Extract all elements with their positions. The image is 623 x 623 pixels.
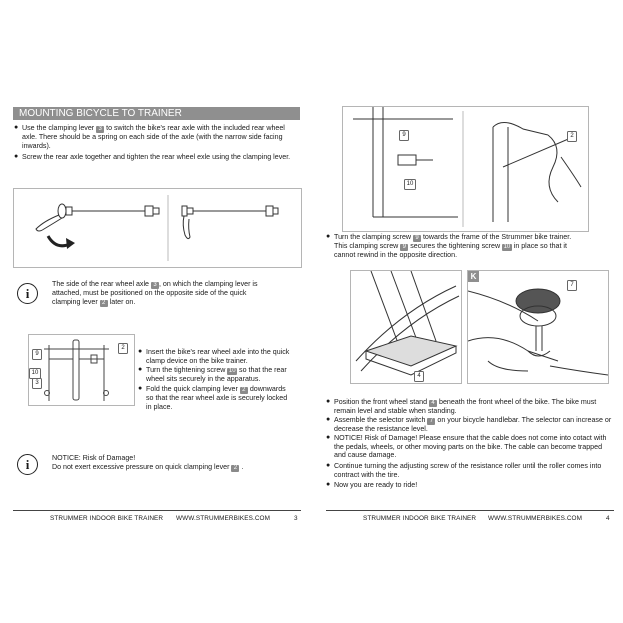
bullet-icon: ●	[326, 434, 331, 441]
bullet-text: Fold the quick clamping lever 2 downwards so that the rear wheel axle is securely locked in place.	[146, 385, 288, 411]
axle-figure	[13, 188, 302, 268]
clamping-screw-text: Turn the clamping screw 9 towards the frame of the Strummer bike trainer. This clamping screw 9 secures the tightening screw 10 in place so that it cannot rewind in the opposite direction.	[334, 233, 572, 259]
bullet-text: Screw the rear axle together and tighten the rear wheel exle using the clamping lever.	[22, 153, 291, 161]
info-note-axle: The side of the rear wheel axle 3 , on which the clamping lever is attached, must be positioned on the opposite side of the quick clamping lever 2 later on.	[52, 280, 258, 306]
bullet-icon: ●	[326, 481, 331, 488]
info-note-damage: NOTICE: Risk of Damage! Do not exert excessive pressure on quick clamping lever 2 .	[52, 454, 244, 471]
callout-3: 3	[32, 378, 42, 389]
bullet-text: Insert the bike's rear wheel axle into the quick clamp device on the bike trainer.	[146, 348, 290, 365]
bullet-icon: ●	[326, 416, 331, 423]
callout-2: 2	[118, 343, 128, 354]
wheel-stand-figure	[350, 270, 462, 384]
section-header: MOUNTING BICYCLE TO TRAINER	[13, 107, 300, 120]
selector-switch-figure	[467, 270, 609, 384]
bullet-text: Assemble the selector switch 7 on your bicycle handlebar. The selector can increase or decrease the resistance level.	[334, 416, 612, 433]
footer-url: WWW.STRUMMERBIKES.COM	[176, 515, 271, 522]
bullet-icon: ●	[138, 348, 143, 355]
arrow-curved-icon	[46, 234, 76, 252]
footer-brand: STRUMMER INDOOR BIKE TRAINER	[50, 515, 164, 522]
bullet-icon: ●	[326, 462, 331, 469]
bullet-text: Continue turning the adjusting screw of the resistance roller until the roller comes into contract with the tire.	[334, 462, 602, 479]
bullet-icon: ●	[326, 233, 331, 240]
bullet-icon: ●	[326, 398, 331, 405]
info-icon: i	[17, 454, 38, 475]
info-icon: i	[17, 283, 38, 304]
clamp-figure	[342, 106, 589, 232]
section-tag-k: K	[468, 271, 479, 282]
bullet-icon: ●	[14, 153, 19, 160]
bullet-icon: ●	[138, 366, 143, 373]
callout-10: 10	[404, 179, 416, 190]
bullet-text: NOTICE! Risk of Damage! Please ensure that the cable does not come into cotact with the pedals, wheels, or other moving parts on the bike. The cable can become trapped and cause damage.	[334, 434, 607, 460]
callout-9: 9	[399, 130, 409, 141]
footer-rule	[326, 510, 614, 511]
footer-url: WWW.STRUMMERBIKES.COM	[488, 515, 583, 522]
bullet-text: Turn the tightening screw 10 so that the rear wheel sits securely in the apparatus.	[146, 366, 287, 383]
footer-brand: STRUMMER INDOOR BIKE TRAINER	[363, 515, 477, 522]
footer-rule	[13, 510, 301, 511]
bullet-text: Use the clamping lever 3 to switch the bike's rear axle with the included rear wheel axle. There should be a spring on each side of the axle (with the narrow side facing inwards).	[22, 124, 285, 150]
callout-10: 10	[29, 368, 41, 379]
bullet-text: Position the front wheel stand 4 beneath the front wheel of the bike. The bike must remain level and stable when standing.	[334, 398, 597, 415]
callout-9: 9	[32, 349, 42, 360]
page-number: 3	[294, 515, 298, 522]
bullet-text: Now you are ready to ride!	[334, 481, 418, 489]
bullet-icon: ●	[138, 385, 143, 392]
callout-7: 7	[567, 280, 577, 291]
bullet-icon: ●	[14, 124, 19, 131]
callout-4: 4	[414, 371, 424, 382]
page-number: 4	[606, 515, 610, 522]
callout-2: 2	[567, 131, 577, 142]
